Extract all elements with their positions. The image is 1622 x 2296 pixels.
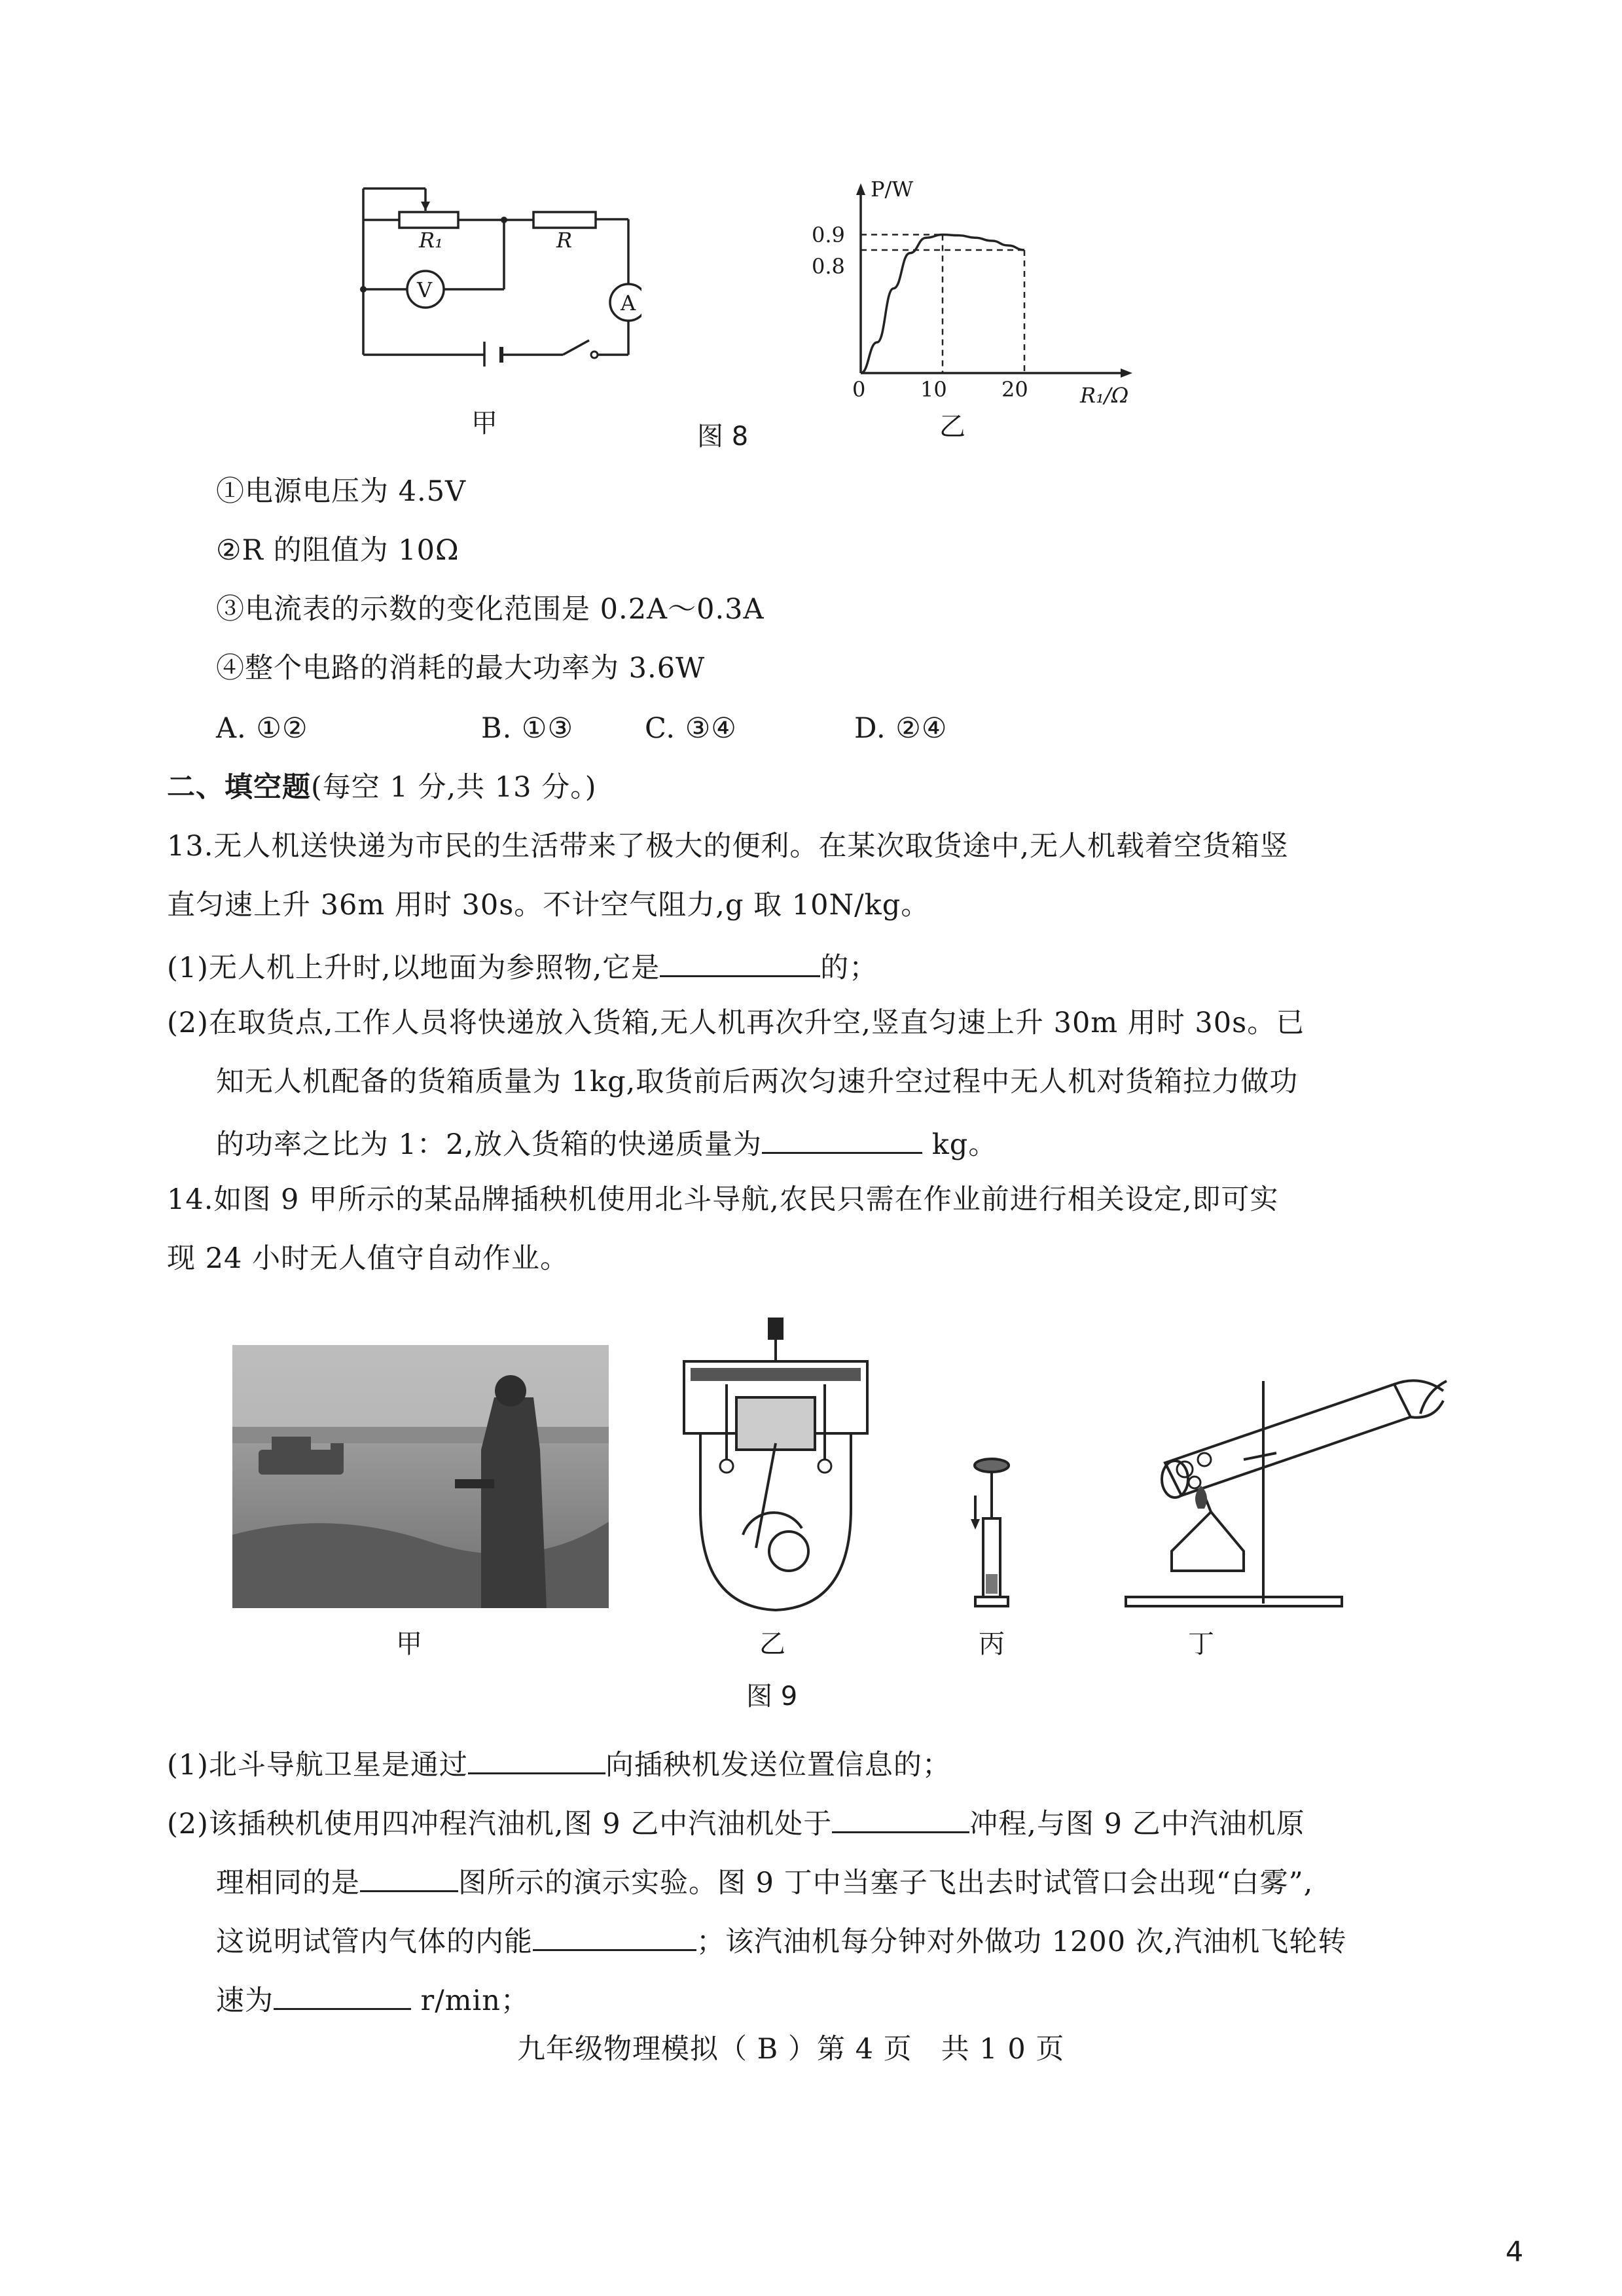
fig9-jia-photo xyxy=(232,1345,609,1608)
q13-p1-text: (1)无人机上升时,以地面为参照物,它是 xyxy=(167,952,660,984)
q14-blank-4[interactable] xyxy=(533,1924,696,1951)
fig8-yi-caption: 乙 xyxy=(939,412,965,442)
option-d: D. ②④ xyxy=(854,712,948,745)
fig9-title: 图 9 xyxy=(746,1681,798,1712)
r1-label: R₁ xyxy=(419,228,443,253)
q14-p1-end: 向插秧机发送位置信息的； xyxy=(605,1749,951,1782)
statement-3: ③电流表的示数的变化范围是 0.2A～0.3A xyxy=(216,593,765,626)
statement-2: ②R 的阻值为 10Ω xyxy=(216,534,460,567)
fig9-caption-jia: 甲 xyxy=(396,1629,422,1659)
r-label: R xyxy=(556,228,573,253)
q13-part1 xyxy=(167,950,878,982)
fig9-ding-test-tube xyxy=(1113,1355,1453,1610)
option-a: A. ①② xyxy=(216,712,308,745)
y-axis-label: P/W xyxy=(871,177,914,202)
q13-p1-end: 的； xyxy=(820,952,878,984)
section-title: 二、填空题 xyxy=(167,771,311,804)
ammeter-label: A xyxy=(621,291,636,315)
q14-line2: 现 24 小时无人值守自动作业。 xyxy=(167,1242,569,1275)
x-axis-label: R₁/Ω xyxy=(1080,383,1129,408)
q14-blank-5[interactable] xyxy=(274,1983,411,2010)
option-c: C. ③④ xyxy=(645,712,737,745)
q14-p2-d: 图所示的演示实验。图 9 丁中当塞子飞出去时试管口会出现“白雾”, xyxy=(458,1867,1314,1899)
q14-part2-line3 xyxy=(216,1924,1346,1956)
q14-blank-3[interactable] xyxy=(360,1865,458,1892)
q13-p2-unit: kg。 xyxy=(931,1128,998,1161)
option-b: B. ①③ xyxy=(481,712,574,745)
statement-1: ①电源电压为 4.5V xyxy=(216,475,467,508)
q14-p2-f: ；该汽油机每分钟对外做功 1200 次,汽油机飞轮转 xyxy=(696,1926,1347,1958)
q14-p2-g: 速为 xyxy=(216,1984,274,2017)
q14-p2-a: (2)该插秧机使用四冲程汽油机,图 9 乙中汽油机处于 xyxy=(167,1808,833,1840)
q14-part2-line2 xyxy=(216,1865,1313,1897)
x-tick-10: 10 xyxy=(920,377,947,402)
q14-p2-h: r/min； xyxy=(420,1984,530,2017)
q13-part2-line1: (2)在取货点,工作人员将快递放入货箱,无人机再次升空,竖直匀速上升 30m 用时 30s。已 xyxy=(167,1007,1305,1039)
q14-blank-2[interactable] xyxy=(832,1806,969,1833)
statement-4: ④整个电路的消耗的最大功率为 3.6W xyxy=(216,652,706,685)
q13-blank-2[interactable] xyxy=(762,1127,922,1154)
q13-part2-line3 xyxy=(216,1127,997,1159)
voltmeter-label: V xyxy=(417,278,433,302)
fig8-title: 图 8 xyxy=(697,422,749,452)
q14-p2-b: 冲程,与图 9 乙中汽油机原 xyxy=(969,1808,1305,1840)
q14-p2-e: 这说明试管内气体的内能 xyxy=(216,1926,533,1958)
section-note: (每空 1 分,共 13 分。) xyxy=(311,771,597,804)
y-tick-0.8: 0.8 xyxy=(812,254,845,279)
q13-line1: 13.无人机送快递为市民的生活带来了极大的便利。在某次取货途中,无人机载着空货箱竖 xyxy=(167,830,1289,863)
fig8-power-graph xyxy=(805,177,1145,419)
q14-part1 xyxy=(167,1748,951,1780)
fig8-circuit-diagram xyxy=(353,170,641,367)
fig9-caption-yi: 乙 xyxy=(759,1629,785,1659)
q14-line1: 14.如图 9 甲所示的某品牌插秧机使用北斗导航,农民只需在作业前进行相关设定,即可实 xyxy=(167,1183,1279,1216)
y-tick-0.9: 0.9 xyxy=(812,223,845,247)
q14-p2-c: 理相同的是 xyxy=(216,1867,360,1899)
q13-part2-line2: 知无人机配备的货箱质量为 1kg,取货前后两次匀速升空过程中无人机对货箱拉力做功 xyxy=(216,1066,1299,1098)
fig8-jia-caption: 甲 xyxy=(471,408,497,439)
q13-p2-text: 的功率之比为 1：2,放入货箱的快递质量为 xyxy=(216,1128,763,1161)
q14-blank-1[interactable] xyxy=(468,1748,605,1774)
q13-line2: 直匀速上升 36m 用时 30s。不计空气阻力,g 取 10N/kg。 xyxy=(167,889,930,922)
page-number: 4 xyxy=(1505,2236,1524,2269)
q14-p1-text: (1)北斗导航卫星是通过 xyxy=(167,1749,468,1782)
fig9-caption-bing: 丙 xyxy=(979,1629,1005,1659)
x-tick-20: 20 xyxy=(1001,377,1028,402)
fig9-bing-syringe xyxy=(962,1456,1021,1613)
fig9-yi-engine xyxy=(677,1312,874,1617)
q14-part2-line1 xyxy=(167,1806,1305,1839)
q14-part2-line4 xyxy=(216,1983,530,2015)
fig9-caption-ding: 丁 xyxy=(1188,1629,1214,1659)
page-footer: 九年级物理模拟（ B ）第 4 页 共 1 0 页 xyxy=(517,2033,1065,2066)
q13-blank-1[interactable] xyxy=(660,950,820,977)
x-tick-0: 0 xyxy=(852,377,866,402)
section-heading xyxy=(167,771,597,804)
